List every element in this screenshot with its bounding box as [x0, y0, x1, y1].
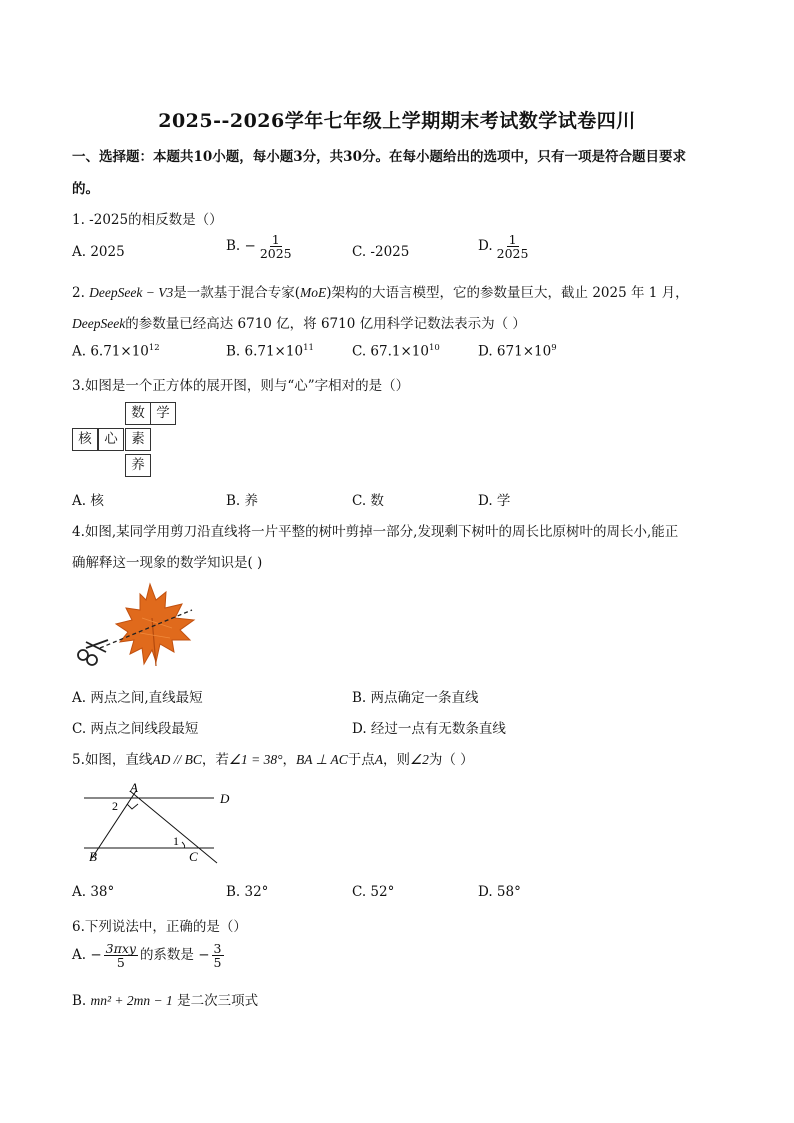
- q3-stem: 3.如图是一个正方体的展开图，则与“心”字相对的是（）: [72, 378, 410, 394]
- q1-option-d: D. $\frac{1}{2025}$: [478, 232, 529, 262]
- net-cell-he: 核: [72, 428, 98, 451]
- net-cell-xin: 心: [98, 428, 124, 451]
- q1-option-c: C. -2025: [352, 244, 410, 260]
- label-B: B: [89, 849, 97, 864]
- parallel-lines-figure: [72, 778, 247, 870]
- page-title: 2025--2026学年七年级上学期期末考试数学试卷四川: [158, 110, 636, 132]
- q5-stem: 5.如图，直线AD // BC，若∠1 = 38°，BA ⊥ AC于点A，则∠2为（ ）: [72, 752, 474, 768]
- q6-stem: 6.下列说法中，正确的是（）: [72, 919, 247, 935]
- q3-option-d: D. 学: [478, 493, 511, 509]
- section-instructions-line2: 的。: [72, 181, 99, 197]
- section-instructions-line1: 一、选择题：本题共10小题，每小题3分，共30分。在每小题给出的选项中，只有一项是符合题目要求: [72, 149, 686, 165]
- q4-option-d: D. 经过一点有无数条直线: [352, 721, 506, 737]
- q1-option-b: B. − $\frac{1}{2025}$: [226, 232, 292, 262]
- net-cell-su: 素: [125, 428, 151, 451]
- q1-option-a: A. 2025: [72, 244, 125, 260]
- label-angle-2: 2: [112, 799, 118, 813]
- leaf-scissors-figure: [72, 578, 207, 673]
- q4-stem-line2: 确解释这一现象的数学知识是( ): [72, 555, 263, 571]
- q2-option-c: C. $67.1\times 10^{10}$: [352, 343, 440, 360]
- q4-option-b: B. 两点确定一条直线: [352, 690, 479, 706]
- q5-option-d: D. 58°: [478, 884, 521, 900]
- q2-option-b: B. $6.71\times 10^{11}$: [226, 343, 314, 360]
- net-cell-yang: 养: [125, 454, 151, 477]
- q4-stem-line1: 4.如图,某同学用剪刀沿直线将一片平整的树叶剪掉一部分,发现剩下树叶的周长比原树叶的周长小,能正: [72, 524, 679, 540]
- label-D: D: [220, 791, 230, 806]
- q6-option-a: A. − $\frac{\text{3πxy}}{5}$ 的系数是 − $\frac{3}{5}$: [72, 941, 222, 971]
- q4-option-c: C. 两点之间线段最短: [72, 721, 199, 737]
- label-A: A: [130, 780, 138, 795]
- net-cell-xue: 学: [150, 402, 176, 425]
- q2-option-d: D. $671\times 10^9$: [478, 343, 557, 360]
- q1-stem: 1. -2025的相反数是（）: [72, 212, 223, 228]
- q6-option-b: B. mn² + 2mn − 1 是二次三项式: [72, 993, 259, 1009]
- q5-option-b: B. 32°: [226, 884, 269, 900]
- q2-stem-line2: DeepSeek的参数量已经高达 6710 亿，将 6710 亿用科学记数法表示为（ ）: [72, 316, 526, 332]
- q2-option-a: A. $6.71\times 10^{12}$: [72, 343, 160, 360]
- q5-option-c: C. 52°: [352, 884, 395, 900]
- q3-option-a: A. 核: [72, 493, 104, 509]
- label-angle-1: 1: [173, 834, 179, 848]
- label-C: C: [189, 849, 198, 864]
- q5-option-a: A. 38°: [72, 884, 115, 900]
- q4-option-a: A. 两点之间,直线最短: [72, 690, 203, 706]
- net-cell-shu: 数: [125, 402, 151, 425]
- q2-stem-line1: 2. DeepSeek − V3是一款基于混合专家(MoE)架构的大语言模型，它的参数量巨大，截止 2025 年 1 月，: [72, 285, 689, 301]
- q3-option-c: C. 数: [352, 493, 384, 509]
- scissors-icon: [78, 640, 108, 665]
- q3-option-b: B. 养: [226, 493, 259, 509]
